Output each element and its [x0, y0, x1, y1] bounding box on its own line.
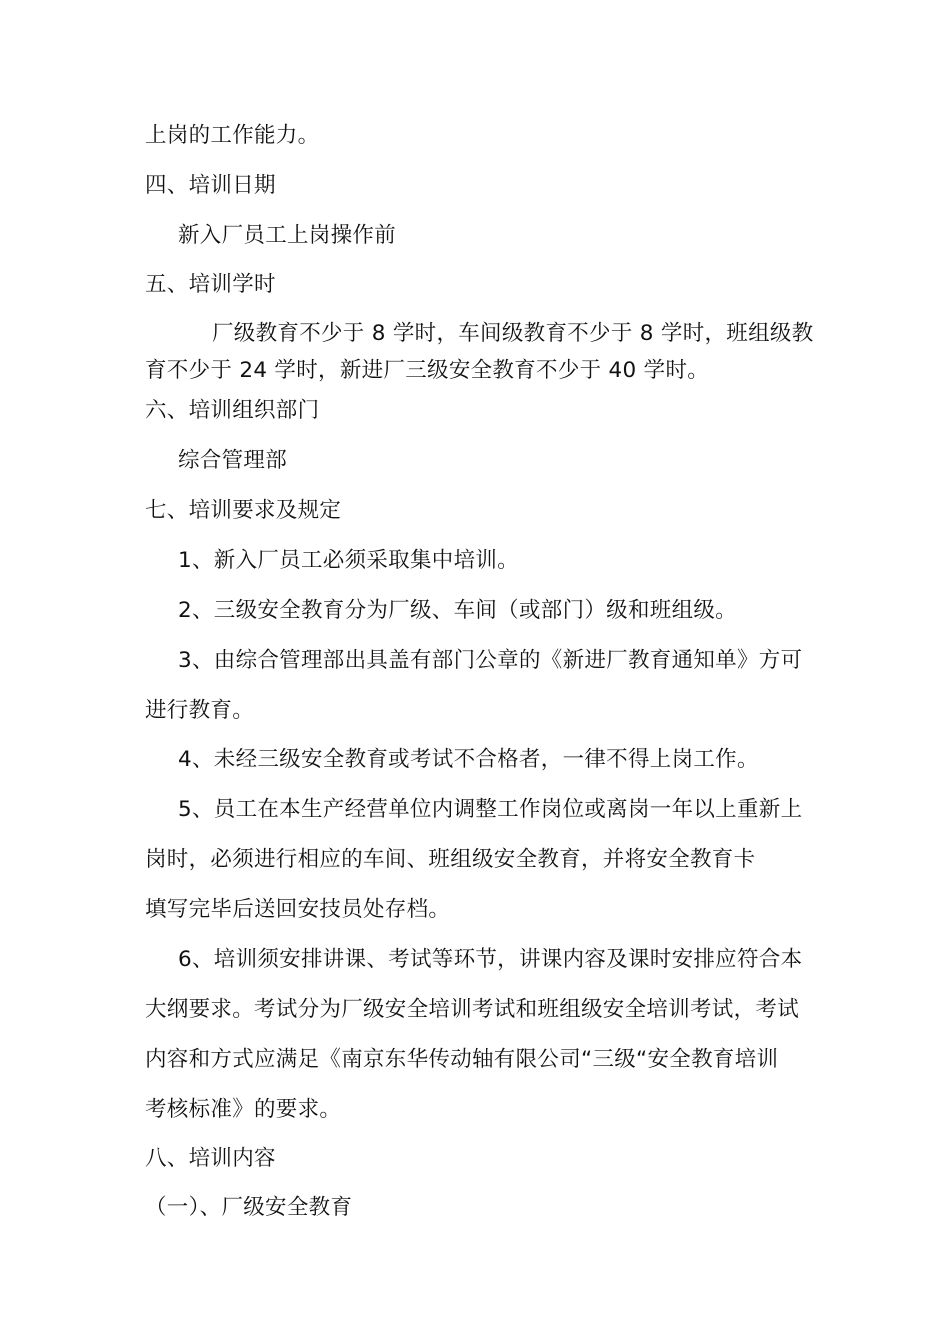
text-line: 厂级教育不少于 8 学时，车间级教育不少于 8 学时，班组级教 [212, 321, 814, 346]
text-line: 进行教育。 [145, 698, 255, 723]
section-heading-6: 六、培训组织部门 [145, 398, 320, 423]
text-line: 育不少于 24 学时，新进厂三级安全教育不少于 40 学时。 [145, 358, 710, 383]
text-line: 综合管理部 [178, 448, 288, 473]
list-item: 6、培训须安排讲课、考试等环节，讲课内容及课时安排应符合本 [178, 947, 803, 972]
section-heading-5: 五、培训学时 [145, 272, 276, 297]
text-line: 岗时，必须进行相应的车间、班组级安全教育，并将安全教育卡 [145, 847, 756, 872]
section-heading-7: 七、培训要求及规定 [145, 498, 342, 523]
list-item: 4、未经三级安全教育或考试不合格者，一律不得上岗工作。 [178, 747, 759, 772]
subsection-heading: （一）、厂级安全教育 [145, 1195, 353, 1220]
section-heading-8: 八、培训内容 [145, 1146, 276, 1171]
section-heading-4: 四、培训日期 [145, 173, 276, 198]
text-line: 大纲要求。考试分为厂级安全培训考试和班组级安全培训考试，考试 [145, 997, 800, 1022]
text-line: 上岗的工作能力。 [145, 123, 320, 148]
list-item: 1、新入厂员工必须采取集中培训。 [178, 548, 519, 573]
list-item: 5、员工在本生产经营单位内调整工作岗位或离岗一年以上重新上 [178, 797, 803, 822]
list-item: 3、由综合管理部出具盖有部门公章的《新进厂教育通知单》方可 [178, 648, 803, 673]
text-line: 新入厂员工上岗操作前 [178, 223, 397, 248]
text-line: 填写完毕后送回安技员处存档。 [145, 897, 451, 922]
text-line: 内容和方式应满足《南京东华传动轴有限公司“三级“安全教育培训 [145, 1047, 779, 1072]
list-item: 2、三级安全教育分为厂级、车间（或部门）级和班组级。 [178, 598, 737, 623]
text-line: 考核标准》的要求。 [145, 1097, 342, 1122]
